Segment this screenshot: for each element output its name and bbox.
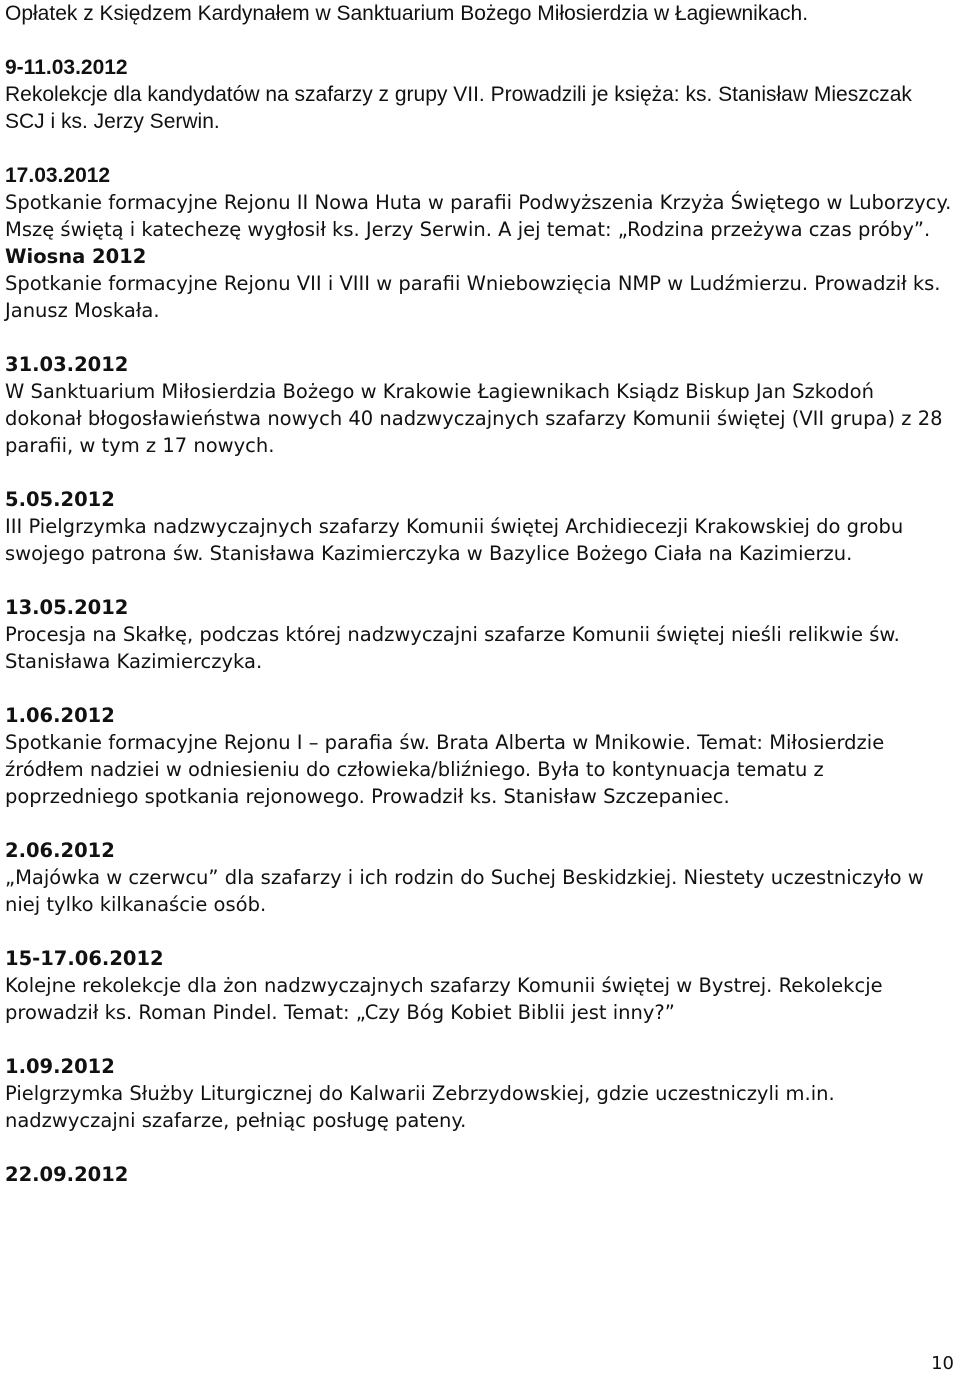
entry-22-09 [5,1161,955,1188]
spacer [5,135,955,162]
entry-text: Spotkanie formacyjne Rejonu VII i VIII w parafii Wniebowzięcia NMP w Ludźmierzu. Prowadził ks. Janusz Moskała. [5,272,941,322]
entry-text: Spotkanie formacyjne Rejonu II Nowa Huta w parafii Podwyższenia Krzyża Świętego w Luborzycy. Mszę świętą i katechezę wygłosił ks. Jerzy Serwin. A jej temat: „Rodzina przeżywa czas próby”. [5,191,952,241]
entry-text: Rekolekcje dla kandydatów na szafarzy z grupy VII. Prowadzili je księża: ks. Stanisław Mieszczak SCJ i ks. Jerzy Serwin. [5,83,912,133]
spacer [5,675,955,702]
entry-text: Pielgrzymka Służby Liturgicznej do Kalwarii Zebrzydowskiej, gdzie uczestniczyli m.in. nadzwyczajni szafarze, pełniąc posługę pateny. [5,1082,835,1132]
spacer [5,1026,955,1053]
entry-date: 9-11.03.2012 [5,56,128,79]
spacer [5,918,955,945]
spacer [5,459,955,486]
spacer [5,324,955,351]
spacer [5,810,955,837]
entry-text: III Pielgrzymka nadzwyczajnych szafarzy Komunii świętej Archidiecezji Krakowskiej do grobu swojego patrona św. Stanisława Kazimierczyka w Bazylice Bożego Ciała na Kazimierzu. [5,515,904,565]
entry-15-17-06 [5,945,955,1026]
entry-5-05 [5,486,955,567]
spacer [5,1134,955,1161]
spacer [5,27,955,54]
entry-text: Kolejne rekolekcje dla żon nadzwyczajnych szafarzy Komunii świętej w Bystrej. Rekolekcje prowadził ks. Roman Pindel. Temat: „Czy Bóg Kobiet Biblii jest inny?” [5,974,883,1024]
entry-17-03 [5,162,955,243]
entry-1-09 [5,1053,955,1134]
entry-date: 31.03.2012 [5,353,129,376]
entry-date: 13.05.2012 [5,596,129,619]
page-number: 10 [931,1353,954,1374]
entry-2-06 [5,837,955,918]
document-page [5,0,955,1188]
entry-date: 1.06.2012 [5,704,115,727]
spacer [5,567,955,594]
entry-1-06 [5,702,955,810]
entry-text: Spotkanie formacyjne Rejonu I – parafia św. Brata Alberta w Mnikowie. Temat: Miłosierdzie źródłem nadziei w odniesieniu do człowieka/bliźniego. Była to kontynuacja tematu z poprzedniego spotkania rejonowego. Prowadził ks. Stanisław Szczepaniec. [5,731,885,808]
entry-date: 5.05.2012 [5,488,115,511]
entry-text: W Sanktuarium Miłosierdzia Bożego w Krakowie Łagiewnikach Ksiądz Biskup Jan Szkodoń dokonał błogosławieństwa nowych 40 nadzwyczajnych szafarzy Komunii świętej (VII grupa) z 28 parafii, w tym z 17 nowych. [5,380,943,457]
entry-date: 2.06.2012 [5,839,115,862]
entry-31-03 [5,351,955,459]
entry-text: Procesja na Skałkę, podczas której nadzwyczajni szafarze Komunii świętej nieśli relikwie św. Stanisława Kazimierczyka. [5,623,900,673]
entry-wiosna [5,243,955,324]
entry-date: 17.03.2012 [5,164,111,187]
entry-13-05 [5,594,955,675]
entry-date: 22.09.2012 [5,1163,129,1186]
entry-date: 15-17.06.2012 [5,947,164,970]
intro-paragraph: Opłatek z Księdzem Kardynałem w Sanktuarium Bożego Miłosierdzia w Łagiewnikach. [5,2,809,25]
entry-9-11-03 [5,54,955,135]
entry-date: Wiosna 2012 [5,245,147,268]
entry-date: 1.09.2012 [5,1055,115,1078]
entry-text: „Majówka w czerwcu” dla szafarzy i ich rodzin do Suchej Beskidzkiej. Niestety uczestniczyło w niej tylko kilkanaście osób. [5,866,924,916]
